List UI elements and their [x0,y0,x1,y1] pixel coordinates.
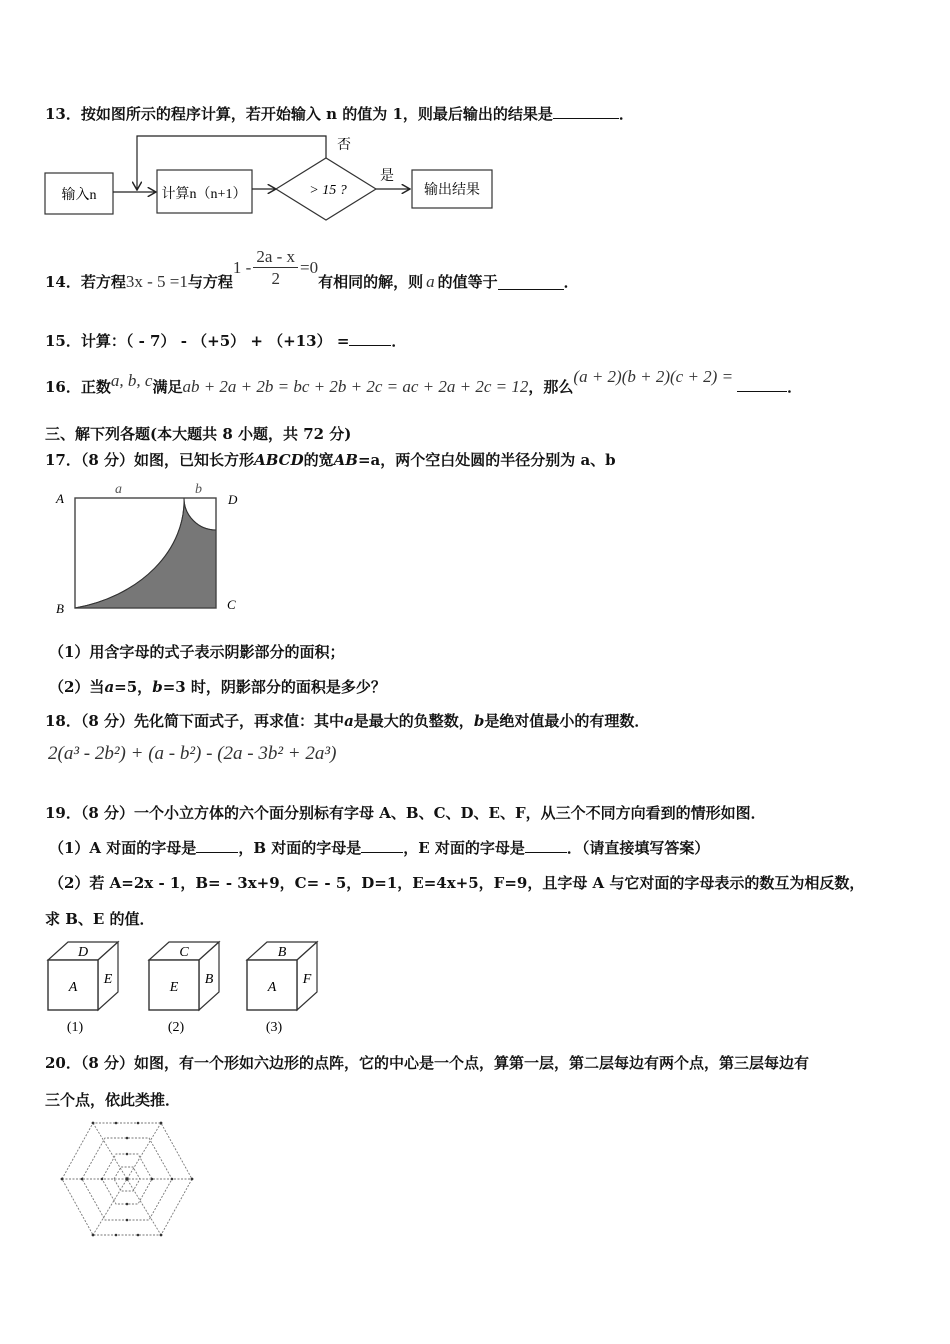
fraction-numerator: 2a - x [253,247,298,268]
question-19-part-1 [49,837,709,858]
question-text: 一个小立方体的六个面分别标有字母 A、B、C、D、E、F，从三个不同方向看到的情形如图． [134,804,766,822]
cube-view-3 [247,942,317,1035]
cube-side-label: E [103,972,113,987]
cube-side-label: F [302,972,312,987]
cube-views [45,938,335,1038]
equation-2-fraction [253,247,298,290]
question-17-part-2 [49,676,386,697]
text-segment: 若方程 [80,273,126,291]
equation: ab + 2a + 2b = bc + 2b + 2c = ac + 2a + 2c = 12 [182,377,529,396]
answer-blank [498,275,564,290]
shaded-region [75,498,216,608]
question-20-cont: 三个点，依此类推． [45,1091,181,1109]
cube-caption: (1) [66,1020,84,1035]
fraction-denominator: 2 [271,268,280,288]
answer-blank [553,104,619,119]
text-segment: （1）A 对面的字母是 [49,839,197,857]
question-number: 17． [45,451,81,469]
text-segment: 的值等于 [437,273,498,291]
text-segment: 满足 [152,378,183,396]
text-segment: 有相同的解，则 [318,273,424,291]
answer-blank [196,838,238,853]
question-19-part-2-cont: 求 B、E 的值． [45,910,155,928]
expression: (a + 2)(b + 2)(c + 2) = [573,367,734,386]
cube-top-label: C [179,945,189,960]
text-segment: =a，两个空白处圆的半径分别为 a、b [357,451,616,469]
text-segment: =5， [114,678,153,696]
variables: a, b, c [110,371,153,390]
question-13 [45,103,634,124]
answer-blank [361,838,403,853]
punct: ． [563,273,579,291]
punct: ． [618,105,634,123]
section-heading: 三、解下列各题(本大题共 8 小题，共 72 分) [45,425,352,443]
text-segment: ，B 对面的字母是 [238,839,362,857]
question-score: （8 分） [80,451,135,469]
question-20 [45,1052,809,1073]
variable: AB [333,451,358,469]
question-19 [45,802,766,823]
vertex-label-c: C [227,597,236,612]
flowchart-input-label: 输入n [61,188,97,203]
variable: ABCD [254,451,304,469]
cube-top-label: D [77,945,89,960]
flowchart-calc-label: 计算n（n+1） [161,187,247,202]
flowchart [40,128,510,228]
text-segment: 先化简下面式子，再求值：其中 [134,712,345,730]
cube-front-label: A [267,980,277,995]
answer-blank [349,331,391,346]
question-text: 计算：（ - 7） - （+5） + （+13） = [80,332,350,350]
cube-front-label: A [68,980,78,995]
answer-blank [525,838,567,853]
rectangle-figure [45,478,255,620]
text-segment: 的宽 [303,451,334,469]
vertex-label-d: D [228,492,238,507]
vertex-label-a: A [56,491,64,506]
question-text: 如图，有一个形如六边形的点阵，它的中心是一个点，算第一层，第二层每边有两个点，第三层每边有 [134,1054,810,1072]
question-text: 按如图所示的程序计算，若开始输入 n 的值为 1，则最后输出的结果是 [80,105,553,123]
question-number: 14． [45,273,81,291]
text-segment: =3 时，阴影部分的面积是多少？ [162,678,386,696]
text-segment: （2）当 [49,678,105,696]
question-number: 16． [45,378,81,396]
question-number: 20． [45,1054,81,1072]
answer-blank [737,377,787,392]
side-label-a: a [115,482,122,497]
variable: b [152,678,163,696]
question-16 [45,367,803,397]
cube-caption: (3) [265,1020,283,1035]
variable: a [344,712,354,730]
cube-view-1 [48,942,118,1035]
punct: ． [787,378,803,396]
flowchart-output-label: 输出结果 [424,183,480,198]
cube-top-label: B [277,945,287,960]
text-segment: 如图，已知长方形 [134,451,255,469]
cube-view-2 [149,942,219,1035]
flowchart-decision-label: > 15 ? [309,183,347,198]
cube-side-label: B [204,972,214,987]
text-segment: ，那么 [528,378,574,396]
question-18 [45,710,649,731]
text-segment: 是绝对值最小的有理数． [484,712,650,730]
text-segment: ．（请直接填写答案） [566,839,710,857]
question-score: （8 分） [80,804,135,822]
question-score: （8 分） [80,1054,135,1072]
text-segment: 与方程 [187,273,233,291]
variable: a [426,272,435,291]
cube-caption: (2) [167,1020,185,1035]
text-segment: ，E 对面的字母是 [403,839,525,857]
question-number: 18． [45,712,81,730]
question-number: 19． [45,804,81,822]
flowchart-yes-label: 是 [380,169,394,184]
question-19-part-2: （2）若 A=2x - 1，B= - 3x+9，C= - 5，D=1，E=4x+5，F=9，且字母 A 与它对面的字母表示的数互为相反数， [49,874,865,892]
question-15 [45,330,406,351]
hexagon-dot-lattice [60,1120,196,1242]
equation-2-tail: =0 [300,258,319,277]
question-number: 15． [45,332,81,350]
question-17-part-1: （1）用含字母的式子表示阴影部分的面积； [49,643,345,661]
text-segment: 是最大的负整数， [353,712,474,730]
question-number: 13． [45,105,81,123]
question-17 [45,449,616,470]
variable: a [104,678,115,696]
side-label-b: b [195,482,202,497]
equation-2-lead: 1 - [232,258,252,277]
question-14 [45,244,579,292]
flowchart-no-label: 否 [337,138,351,153]
cube-front-label: E [169,980,179,995]
question-score: （8 分） [80,712,135,730]
text-segment: 正数 [80,378,111,396]
vertex-label-b: B [56,601,64,616]
equation-1: 3x - 5 =1 [125,272,188,291]
punct: ． [391,332,407,350]
variable: b [473,712,485,730]
question-18-expression: 2(a³ - 2b²) + (a - b²) - (2a - 3b² + 2a³) [48,743,337,764]
